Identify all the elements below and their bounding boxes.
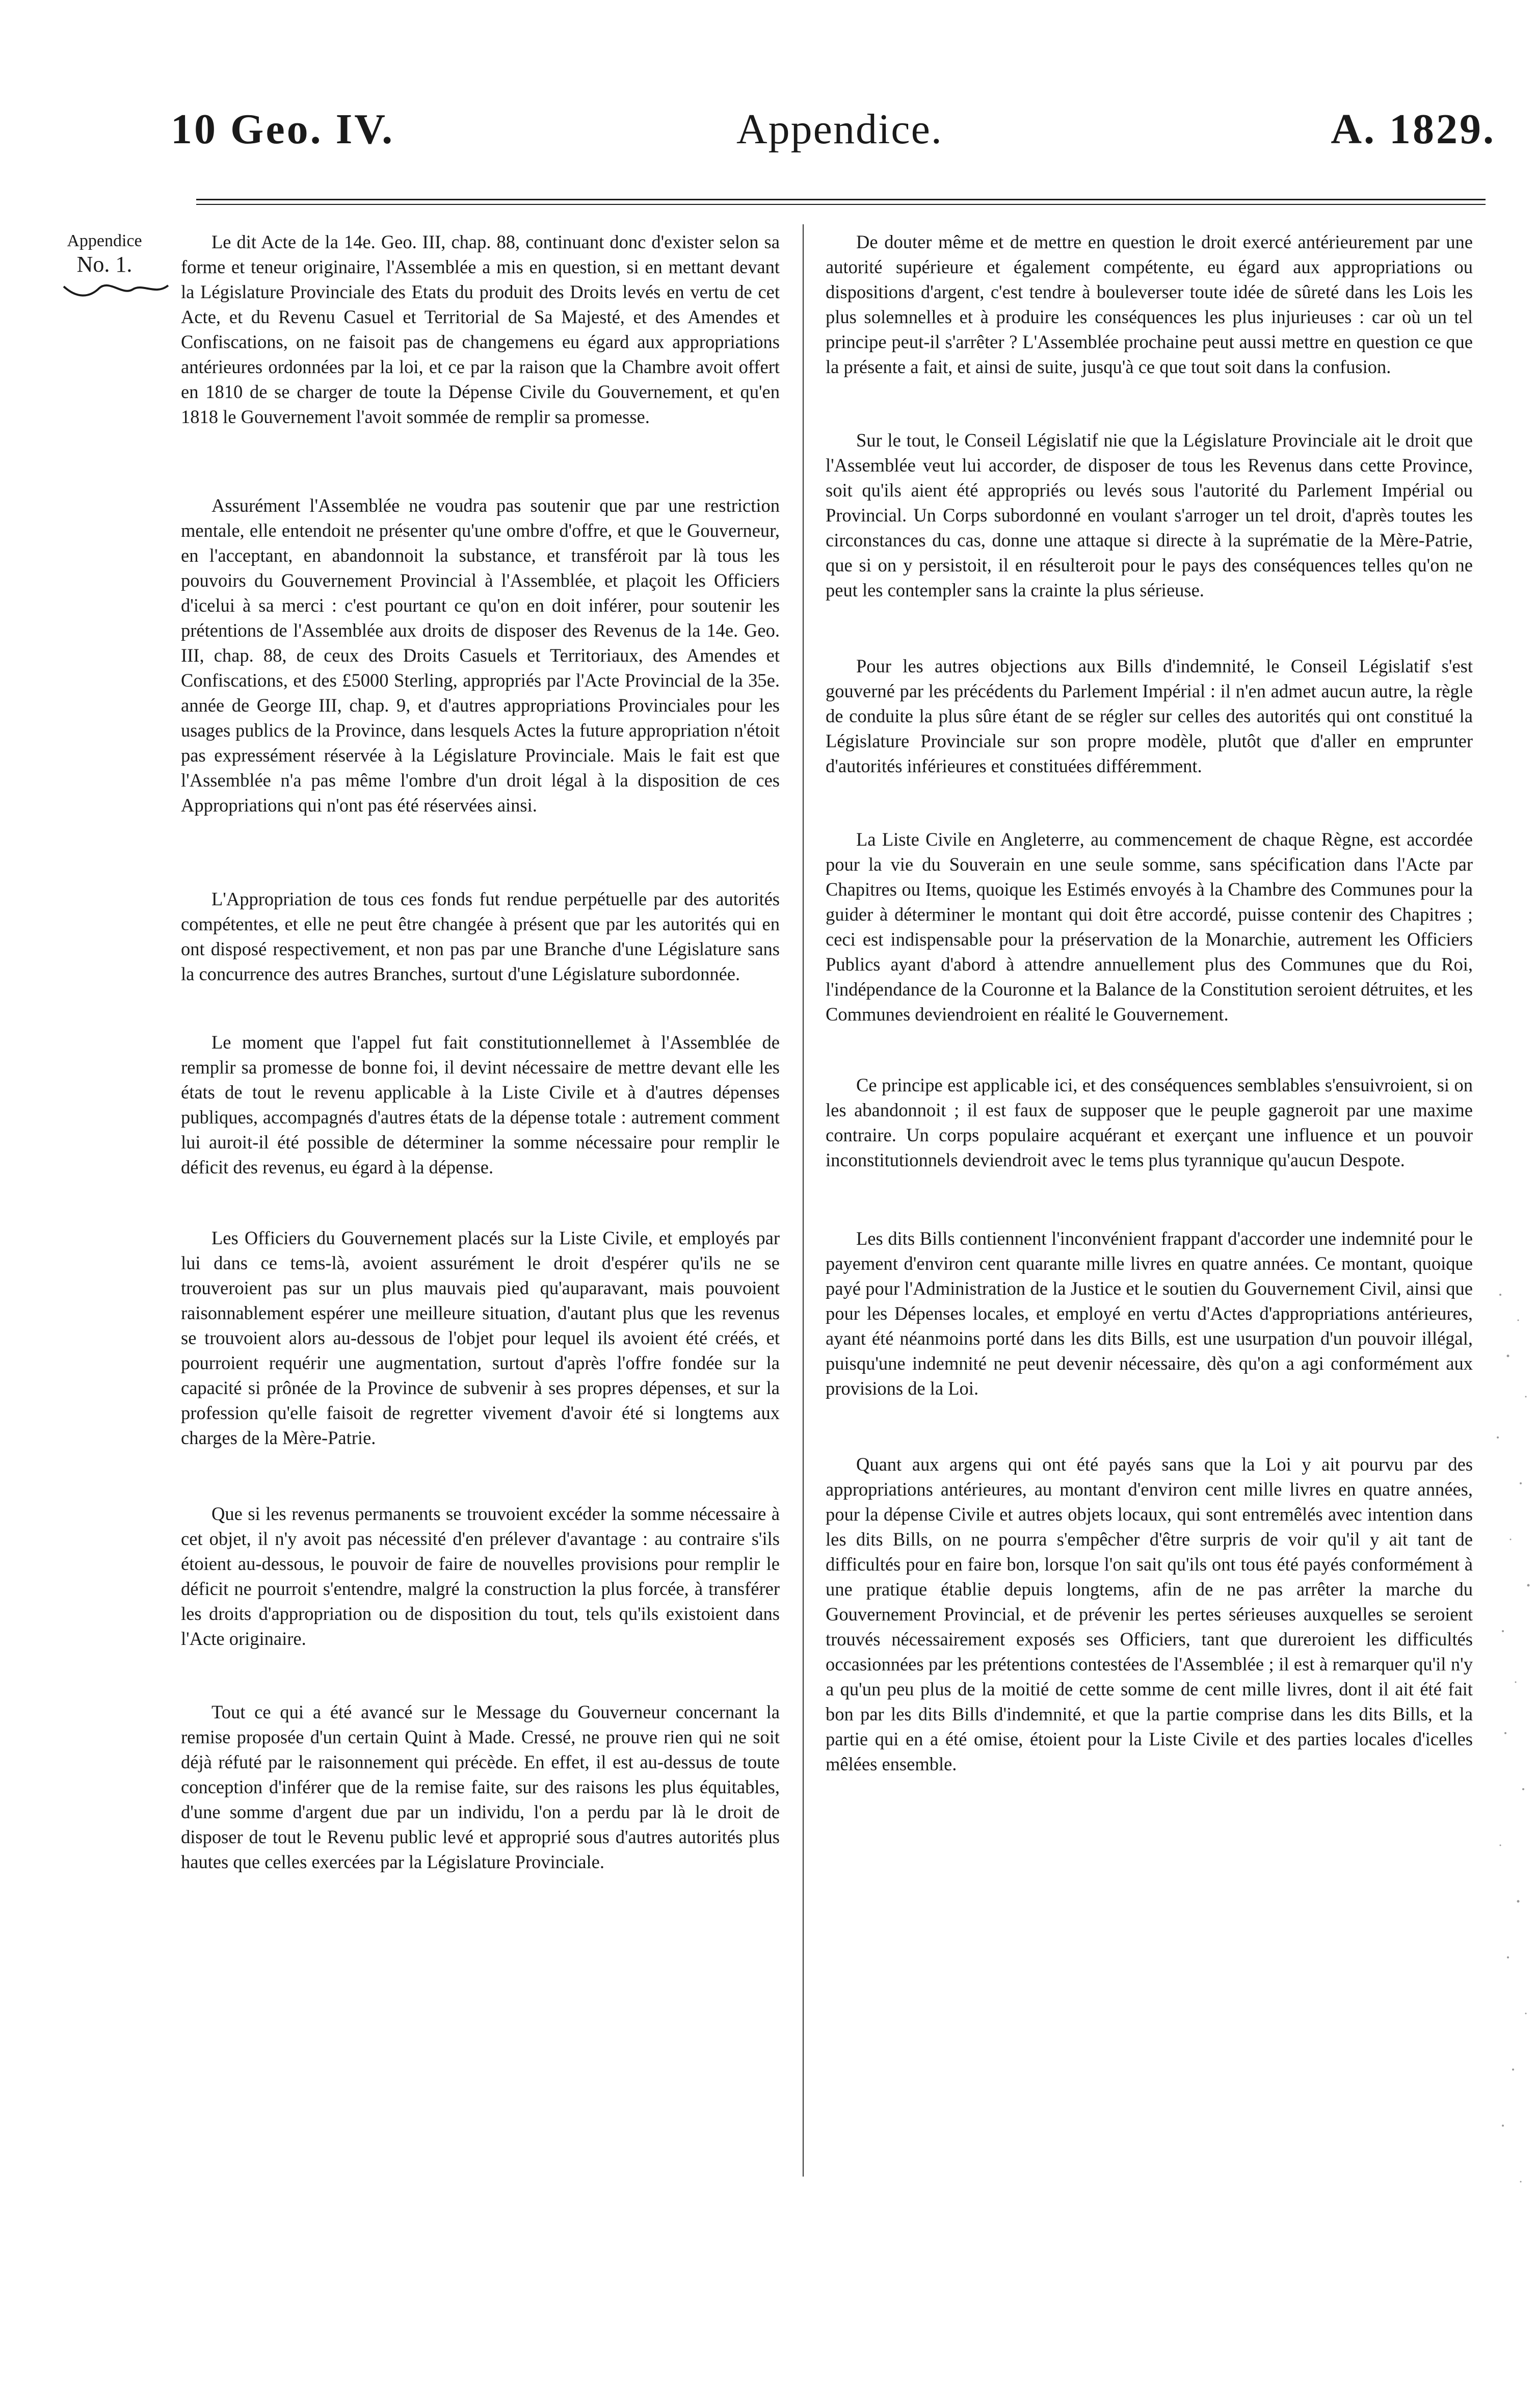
- paragraph: Ce principe est applicable ici, et des conséquences semblables s'ensuivroient, si on les abandonnoit ; il est faux de supposer que le peuple gagneroit par une maxime contraire. Un corps populaire acquérant et exerçant une influence et un pouvoir inconstitutionnels deviendroit avec le tems plus tyrannique qu'aucun Despote.: [826, 1075, 1473, 1170]
- margin-note: [54, 229, 155, 276]
- paragraph: Que si les revenus permanents se trouvoient excéder la somme nécessaire à cet objet, il n'y avoit pas nécessité d'en prélever d'avantage : au contraire s'ils étoient au-dessous, le pouvoir de faire de nouvelles provisions pour remplir le déficit ne pourroit s'entendre, malgré la construction la plus forcée, à transférer les droits d'appropriation ou de disposition du tout, tels qu'ils existoient dans l'Acte originaire.: [181, 1503, 780, 1649]
- paragraph: L'Appropriation de tous ces fonds fut rendue perpétuelle par des autorités compétentes, et elle ne peut être changée à présent que par les autorités qui en ont disposé respectivement, et non pas par une Branche d'une Législature sans la concurrence des autres Branches, surtout d'une Législature subordonnée.: [181, 888, 780, 984]
- header-section-title: Appendice.: [736, 106, 943, 153]
- paragraph: Assurément l'Assemblée ne voudra pas soutenir que par une restriction mentale, elle entendoit ne présenter qu'une ombre d'offre, et que le Gouverneur, en l'acceptant, en abandonnoit la substance, et transféroit par là tous les pouvoirs du Gouvernement Provincial à l'Assemblée, et plaçoit les Officiers d'icelui à sa merci : c'est pourtant ce qu'on en doit inférer, pour soutenir les prétentions de l'Assemblée aux droits de disposer des Revenus de la 14e. Geo. III, chap. 88, de ceux des Droits Casuels et Territoriaux, des Amendes et Confiscations, et des £5000 Sterling, appropriés par l'Acte Provincial de la 35e. année de George III, chap. 9, et d'autres appropriations Provinciales pour les usages publics de la Province, dans lesquels Actes la future appropriation n'étoit pas expressément réservée à la Législature Provinciale. Mais le fait est que l'Assemblée n'a pas même l'ombre d'un droit légal à la disposition de ces Appropriations qui n'ont pas été réservées ainsi.: [181, 495, 780, 816]
- paragraph: Les dits Bills contiennent l'inconvénient frappant d'accorder une indemnité pour le payement d'environ cent quarante mille livres en quatre années. Ce montant, quoique payé pour l'Administration de la Justice et le soutien du Gouvernement Civil, ainsi que pour les Dépenses locales, et employé en vertu d'Actes d'appropriations antérieures, ayant été néanmoins porté dans les dits Bills, est une usurpation d'un pouvoir illégal, puisqu'une indemnité ne peut devenir nécessaire, dès qu'on a agi conformément aux provisions de la Loi.: [826, 1228, 1473, 1399]
- running-header: [171, 104, 1496, 161]
- paragraph: Les Officiers du Gouvernement placés sur la Liste Civile, et employés par lui dans ce tems-là, avoient assurément le droit d'espérer qu'ils ne se trouveroient pas sur un plus mauvais pied qu'auparavant, mais pouvoient raisonnablement espérer une meilleure situation, d'autant plus que les revenus se trouvoient alors au-dessous de l'objet pour lequel ils avoient été créés, et pourroient requérir une augmentation, surtout d'après l'offre fondée sur la capacité si prônée de la Province de subvenir à ses propres dépenses, et sur la profession qu'elle faisoit de regretter vivement d'avoir été si longtems aux charges de la Mère-Patrie.: [181, 1227, 780, 1448]
- paragraph: Pour les autres objections aux Bills d'indemnité, le Conseil Législatif s'est gouverné par les précédents du Parlement Impérial : il n'en admet aucun autre, la règle de conduite la plus sûre étant de se régler sur celles des autorités qui ont constitué la Législature Provinciale sur son propre modèle, plutôt que d'aller en emprunter d'autorités inférieures et constituées différemment.: [826, 656, 1473, 776]
- header-rule: [196, 199, 1486, 205]
- header-regnal-year: 10 Geo. IV.: [171, 106, 395, 153]
- right-column: [826, 229, 1473, 1776]
- paragraph: Sur le tout, le Conseil Législatif nie que la Législature Provinciale ait le droit que l'Assemblée veut lui accorder, de disposer de tous les Revenus dans cette Province, soit qu'ils aient été appropriés ou levés sous l'autorité du Parlement Impérial ou Provincial. Un Corps subordonné en voulant s'arroger un tel droit, d'après toutes les circonstances du cas, donne une attaque si directe à la suprématie de la Mère-Patrie, que si on y persistoit, il en résulteroit pour le pays des conséquences telles qu'on ne peut les contempler sans la crainte la plus sérieuse.: [826, 430, 1473, 600]
- paragraph: Le moment que l'appel fut fait constitutionnellemet à l'Assemblée de remplir sa promesse de bonne foi, il devint nécessaire de mettre devant elle les états de tout le revenu applicable à la Liste Civile et à d'autres dépenses publiques, accompagnés d'autres états de la dépense totale : autrement comment lui auroit-il été possible de déterminer la somme nécessaire pour remplir le déficit des revenus, eu égard à la dépense.: [181, 1032, 780, 1177]
- column-divider: [803, 224, 804, 2177]
- paragraph: Quant aux argens qui ont été payés sans que la Loi y ait pourvu par des appropriations antérieures, au montant d'environ cent mille livres en quatre années, pour la dépense Civile et autres objets locaux, qui sont entremêlés avec intention dans les dits Bills, on ne pourra s'empêcher d'être surpris de voir qu'il y ait tant de difficultés pour en faire bon, lorsque l'on sait qu'ils ont tous été payés conformément à une pratique établie depuis longtems, afin de ne pas arrêter la marche du Gouvernement Provincial, et de prévenir les pertes sérieuses auxquelles se seroient trouvés nécessairement exposés ses Officiers, tant que dureroient les difficultés occasionnées par les prétentions contestées de l'Assemblée ; il est à remarquer qu'il n'y a qu'un peu plus de la moitié de cette somme de cent mille livres, dont il ait été fait bon par les dits Bills d'indemnité, et que la partie comprise dans les dits Bills, et la partie qui en a été omise, étoient pour la Liste Civile et des parties locales d'icelles mêlées ensemble.: [826, 1454, 1473, 1774]
- flourish-ornament: [61, 280, 173, 301]
- left-column: [181, 229, 780, 1874]
- margin-note-number: No. 1.: [76, 252, 133, 277]
- paragraph: De douter même et de mettre en question le droit exercé antérieurement par une autorité supérieure et également compétente, eu égard aux appropriations ou dispositions d'argent, c'est tendre à bouleverser toute idée de sûreté dans les Lois les plus solemnelles et à produire les conséquences les plus injurieuses : car où un tel principe peut-il s'arrêter ? L'Assemblée prochaine peut aussi mettre en question ce que la présente a fait, et ainsi de suite, jusqu'à ce que tout soit dans la confusion.: [826, 231, 1473, 377]
- paragraph: Tout ce qui a été avancé sur le Message du Gouverneur concernant la remise proposée d'un certain Quint à Made. Cressé, ne prouve rien qui ne soit déjà réfuté par le raisonnement qui précède. En effet, il est au-dessus de toute conception d'inférer que de la remise faite, sur des raisons les plus équitables, d'une somme d'argent due par un individu, l'on a perdu par là le droit de disposer de tout le Revenu public levé et approprié sous d'autres autorités plus hautes que celles exercées par la Législature Provinciale.: [181, 1702, 780, 1872]
- paragraph: La Liste Civile en Angleterre, au commencement de chaque Règne, est accordée pour la vie du Souverain en une seule somme, sans spécification dans l'Acte par Chapitres ou Items, quoique les Estimés envoyés à la Chambre des Communes pour la guider à déterminer le montant qui doit être accordé, puisse contenir des Chapitres ; ceci est indispensable pour la préservation de la Monarchie, autrement les Officiers Publics ayant d'abord à attendre annuellement plus des Communes que du Roi, l'indépendance de la Couronne et la Balance de la Constitution seroient détruites, et les Communes deviendroient en réalité le Gouvernement.: [826, 829, 1473, 1025]
- header-year: A. 1829.: [1331, 106, 1496, 153]
- paragraph: Le dit Acte de la 14e. Geo. III, chap. 88, continuant donc d'exister selon sa forme et teneur originaire, l'Assemblée a mis en question, si en mettant devant la Législature Provinciale des Etats du produit des Droits levés en vertu de cet Acte, et du Revenu Casuel et Territorial de Sa Majesté, et des Amendes et Confiscations, on ne faisoit pas de changemens eu égard aux appropriations antérieures ordonnées par la loi, et ce par la raison que la Chambre avoit offert en 1810 de se charger de toute la Dépense Civile du Gouvernement, et qu'en 1818 le Gouvernement l'avoit sommée de remplir sa promesse.: [181, 231, 780, 427]
- margin-note-label: Appendice: [67, 231, 142, 250]
- print-speckle-texture: [1490, 1274, 1536, 2243]
